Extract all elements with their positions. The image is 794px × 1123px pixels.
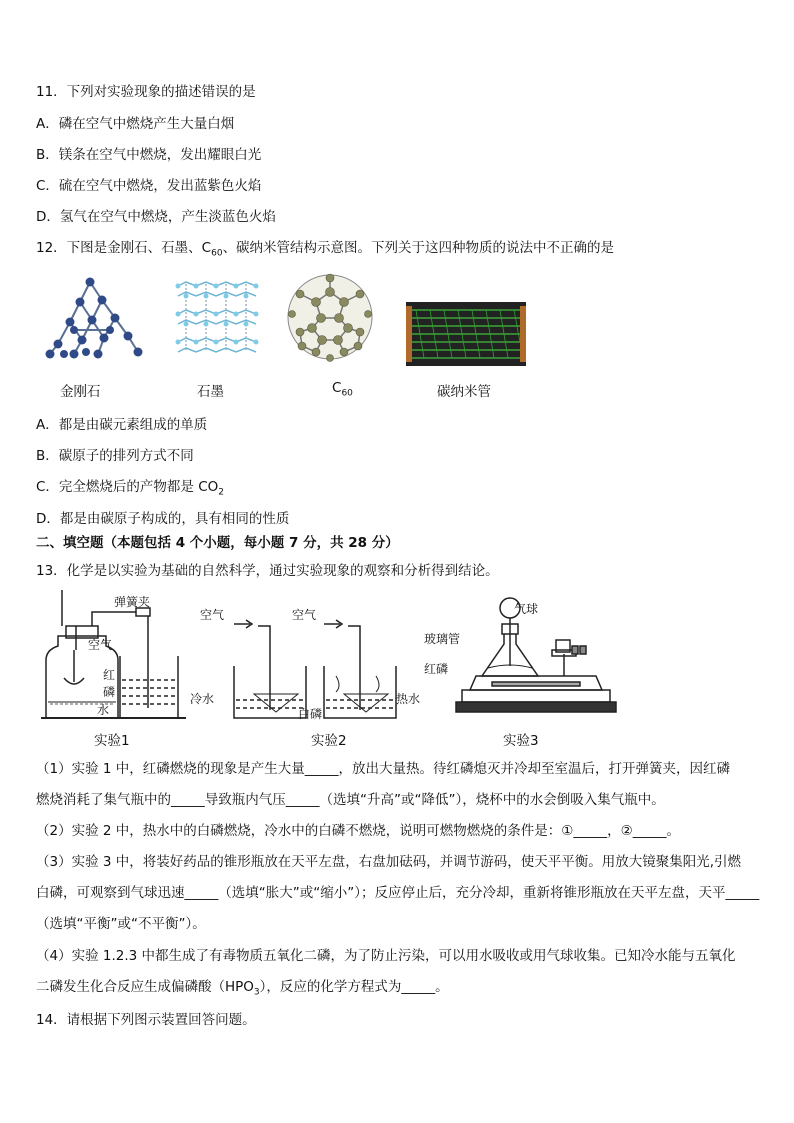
exp3-caption: 实验3 bbox=[503, 733, 539, 749]
exp1-p-label: 磷 bbox=[103, 685, 116, 699]
nanotube-structure-figure bbox=[406, 302, 526, 366]
nanotube-caption: 碳纳米管 bbox=[437, 384, 491, 400]
exp3-red-p-label: 红磷 bbox=[424, 662, 449, 676]
q13-stem: 13．化学是以实验为基础的自然科学，通过实验现象的观察和分析得到结论。 bbox=[36, 563, 499, 579]
exp2-caption: 实验2 bbox=[311, 733, 347, 749]
q12-option-d: D．都是由碳原子构成的，具有相同的性质 bbox=[36, 511, 290, 527]
exp1-red-label: 红 bbox=[103, 668, 116, 682]
q13-part4-line1: （4）实验 1.2.3 中都生成了有毒物质五氧化二磷，为了防止污染，可以用水吸收或用气球收集。已知冷水能与五氧化 bbox=[36, 948, 736, 964]
exp2-air2-label: 空气 bbox=[292, 608, 317, 622]
graphite-structure-figure bbox=[172, 272, 264, 362]
q13-part4-line2: 二磷发生化合反应生成偏磷酸$(HPO_3)$，反应的化学方程式为_____。 bbox=[36, 979, 449, 998]
q13-part1-line1: （1）实验 1 中，红磷燃烧的现象是产生大量_____，放出大量热。待红磷熄灭并冷却至室温后，打开弹簧夹，因红磷 bbox=[36, 761, 731, 777]
q12-option-c: C．完全燃烧后的产物都是 $CO_2$ bbox=[36, 479, 225, 498]
exp1-water-label: 水 bbox=[97, 703, 110, 717]
exp2-white-p-label: 白磷 bbox=[298, 707, 323, 721]
q11-option-c: C．硫在空气中燃烧，发出蓝紫色火焰 bbox=[36, 178, 262, 194]
q12-stem: 12．下图是金刚石、石墨、$C_{60}$、碳纳米管结构示意图。下列关于这四种物质的说法中不正确的是 bbox=[36, 240, 615, 259]
exp1-caption: 实验1 bbox=[94, 733, 130, 749]
q11-option-a: A．磷在空气中燃烧产生大量白烟 bbox=[36, 116, 235, 132]
exp1-clip-label: 弹簧夹 bbox=[114, 595, 151, 609]
c60-caption: $C_{60}$ bbox=[332, 380, 353, 399]
exp3-balloon-label: 气球 bbox=[514, 602, 539, 616]
experiment2-apparatus bbox=[234, 620, 396, 718]
q11-option-d: D．氢气在空气中燃烧，产生淡蓝色火焰 bbox=[36, 209, 276, 225]
q12-option-b: B．碳原子的排列方式不同 bbox=[36, 448, 194, 464]
q13-experiment-figures bbox=[36, 590, 786, 750]
section-heading: 二、填空题（本题包括 4 个小题，每小题 7 分，共 28 分） bbox=[36, 535, 399, 551]
q13-part1-line2: 燃烧消耗了集气瓶中的_____导致瓶内气压_____（选填“升高”或“降低”），烧杯中的水会倒吸入集气瓶中。 bbox=[36, 792, 665, 808]
q13-part3-line2: 白磷，可观察到气球迅速_____（选填“胀大”或“缩小”）；反应停止后，充分冷却，重新将锥形瓶放在天平左盘，天平_____ bbox=[36, 885, 760, 901]
diamond-structure-figure bbox=[40, 272, 145, 364]
exp2-hot-label: 热水 bbox=[396, 692, 421, 706]
q13-part2: （2）实验 2 中，热水中的白磷燃烧，冷水中的白磷不燃烧，说明可燃物燃烧的条件是：①_____，②_____。 bbox=[36, 823, 680, 839]
q12-option-a: A．都是由碳元素组成的单质 bbox=[36, 417, 208, 433]
exp2-cold-label: 冷水 bbox=[190, 692, 215, 706]
q13-part3-line1: （3）实验 3 中，将装好药品的锥形瓶放在天平左盘，右盘加砝码，并调节游码，使天平平衡。用放大镜聚集阳光,引燃 bbox=[36, 854, 742, 870]
diamond-caption: 金刚石 bbox=[60, 384, 101, 400]
q13-part3-line3: （选填“平衡”或“不平衡”）。 bbox=[36, 916, 206, 932]
exp1-air-label: 空气 bbox=[88, 638, 113, 652]
q11-option-b: B．镁条在空气中燃烧，发出耀眼白光 bbox=[36, 147, 262, 163]
q11-stem: 11．下列对实验现象的描述错误的是 bbox=[36, 84, 256, 100]
graphite-caption: 石墨 bbox=[197, 384, 224, 400]
exp3-tube-label: 玻璃管 bbox=[424, 632, 461, 646]
c60-structure-figure bbox=[282, 270, 378, 364]
exp2-air1-label: 空气 bbox=[200, 608, 225, 622]
q14-stem: 14．请根据下列图示装置回答问题。 bbox=[36, 1012, 256, 1028]
